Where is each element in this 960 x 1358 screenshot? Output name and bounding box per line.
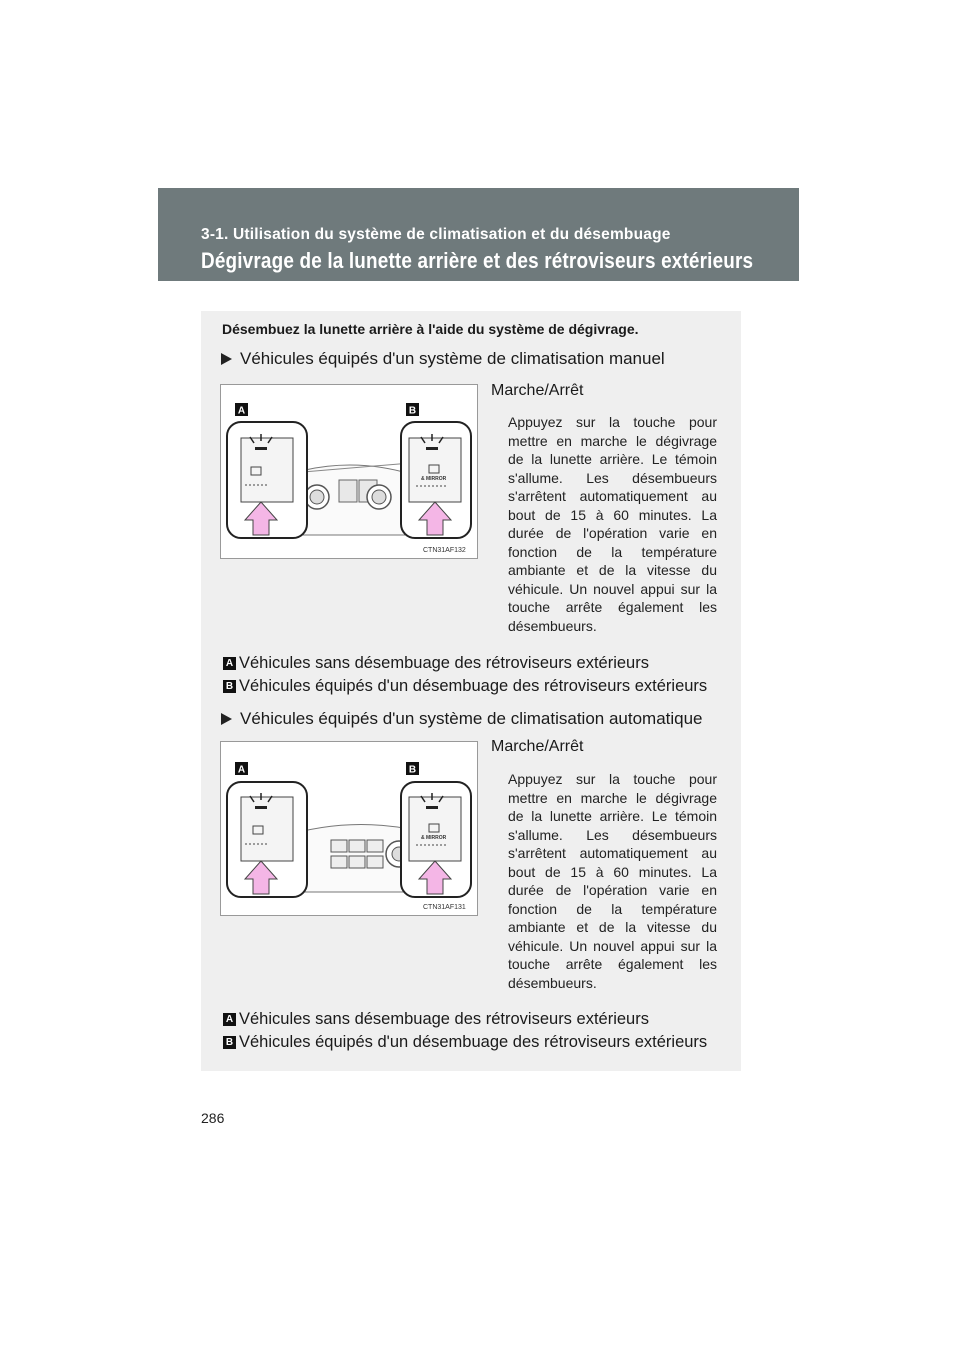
manual-ac-heading-text: Véhicules équipés d'un système de climatisation manuel <box>240 349 665 368</box>
figure-code: CTN31AF132 <box>423 547 466 554</box>
badge-a: A <box>237 764 246 776</box>
badge-a: A <box>223 657 236 670</box>
badge-b: B <box>223 680 236 693</box>
intro-text: Désembuez la lunette arrière à l'aide du système de dégivrage. <box>222 321 639 337</box>
triangle-bullet-icon <box>221 713 232 725</box>
content-panel <box>201 311 741 1071</box>
variant-b-text: Véhicules équipés d'un désembuage des rétroviseurs extérieurs <box>239 1033 708 1051</box>
badge-b: B <box>223 1036 236 1049</box>
figure-code: CTN31AF131 <box>423 904 466 911</box>
manual-ac-heading <box>221 349 665 369</box>
mirror-label: & MIRROR <box>421 835 447 841</box>
triangle-bullet-icon <box>221 353 232 365</box>
manual-ac-illustration <box>221 385 477 558</box>
page-number: 286 <box>201 1110 225 1126</box>
manual-ac-figure <box>220 384 478 559</box>
variant-a <box>223 654 649 673</box>
on-off-description: Appuyez sur la touche pour mettre en marche le dégivrage de la lunette arrière. Le témoin s'allume. Les désembueurs s'arrêtent automatiquement au bout de 15 à 60 minutes. La durée de l'opération varie en fonction de la température ambiante et de la vitesse du véhicule. Un nouvel appui sur la touche arrête également les désembueurs. <box>508 414 717 634</box>
variant-b <box>223 677 707 696</box>
variant-a <box>223 1010 649 1029</box>
page-title: Dégivrage de la lunette arrière et des rétroviseurs extérieurs <box>201 248 754 273</box>
badge-b: B <box>408 764 417 776</box>
variant-a-text: Véhicules sans désembuage des rétroviseurs extérieurs <box>239 654 649 672</box>
variant-a-text: Véhicules sans désembuage des rétroviseurs extérieurs <box>239 1010 649 1028</box>
on-off-label: Marche/Arrêt <box>491 738 584 755</box>
on-off-label: Marche/Arrêt <box>491 382 584 399</box>
section-header <box>158 188 799 281</box>
mirror-label: & MIRROR <box>421 476 447 482</box>
badge-a: A <box>223 1013 236 1026</box>
auto-ac-figure <box>220 741 478 916</box>
on-off-description: Appuyez sur la touche pour mettre en marche le dégivrage de la lunette arrière. Le témoin s'allume. Les désembueurs s'arrêtent automatiquement au bout de 15 à 60 minutes. La durée de l'opération varie en fonction de la température ambiante et de la vitesse du véhicule. Un nouvel appui sur la touche arrête également les désembueurs. <box>508 771 717 991</box>
variant-b-text: Véhicules équipés d'un désembuage des rétroviseurs extérieurs <box>239 677 708 695</box>
section-title: 3-1. Utilisation du système de climatisation et du désembuage <box>201 226 671 243</box>
auto-ac-illustration <box>221 742 477 915</box>
auto-ac-heading <box>221 709 703 729</box>
variant-b <box>223 1033 707 1052</box>
auto-ac-heading-text: Véhicules équipés d'un système de climatisation automatique <box>240 709 703 728</box>
badge-a: A <box>237 405 246 417</box>
badge-b: B <box>408 405 417 417</box>
